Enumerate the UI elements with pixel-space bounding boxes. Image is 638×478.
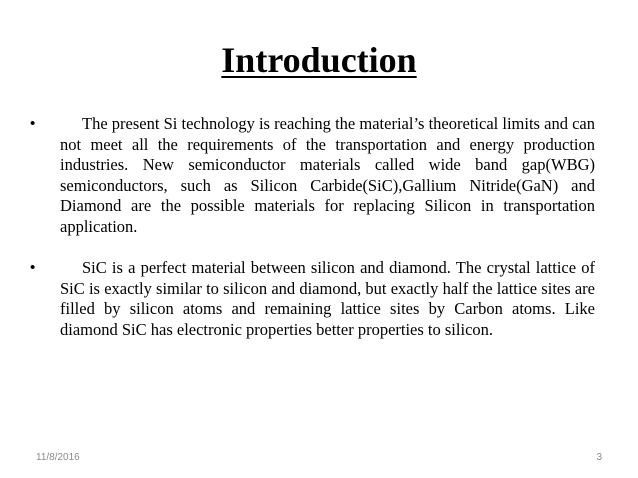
bullet-item [30, 114, 595, 237]
footer-date: 11/8/2016 [36, 452, 80, 463]
bullet-list [30, 114, 595, 361]
bullet-point-icon: • [30, 259, 36, 276]
bullet-text: The present Si technology is reaching the material’s theoretical limits and can not meet all the requirements of the transportation and energy production industries. New semiconductor materials called wide band gap(WBG) semiconductors, such as Silicon Carbide(SiC),Gallium Nitride(GaN) and Diamond are the possible materials for replacing Silicon in transportation application. [60, 114, 595, 236]
slide-title: Introduction [221, 40, 417, 80]
bullet-item [30, 258, 595, 340]
bullet-text: SiC is a perfect material between silicon and diamond. The crystal lattice of SiC is exactly similar to silicon and diamond, but exactly half the lattice sites are filled by silicon atoms and remaining lattice sites by Carbon atoms. Like diamond SiC has electronic properties better properties to silicon. [60, 258, 595, 339]
bullet-point-icon: • [30, 115, 36, 132]
slide-number: 3 [596, 452, 602, 463]
